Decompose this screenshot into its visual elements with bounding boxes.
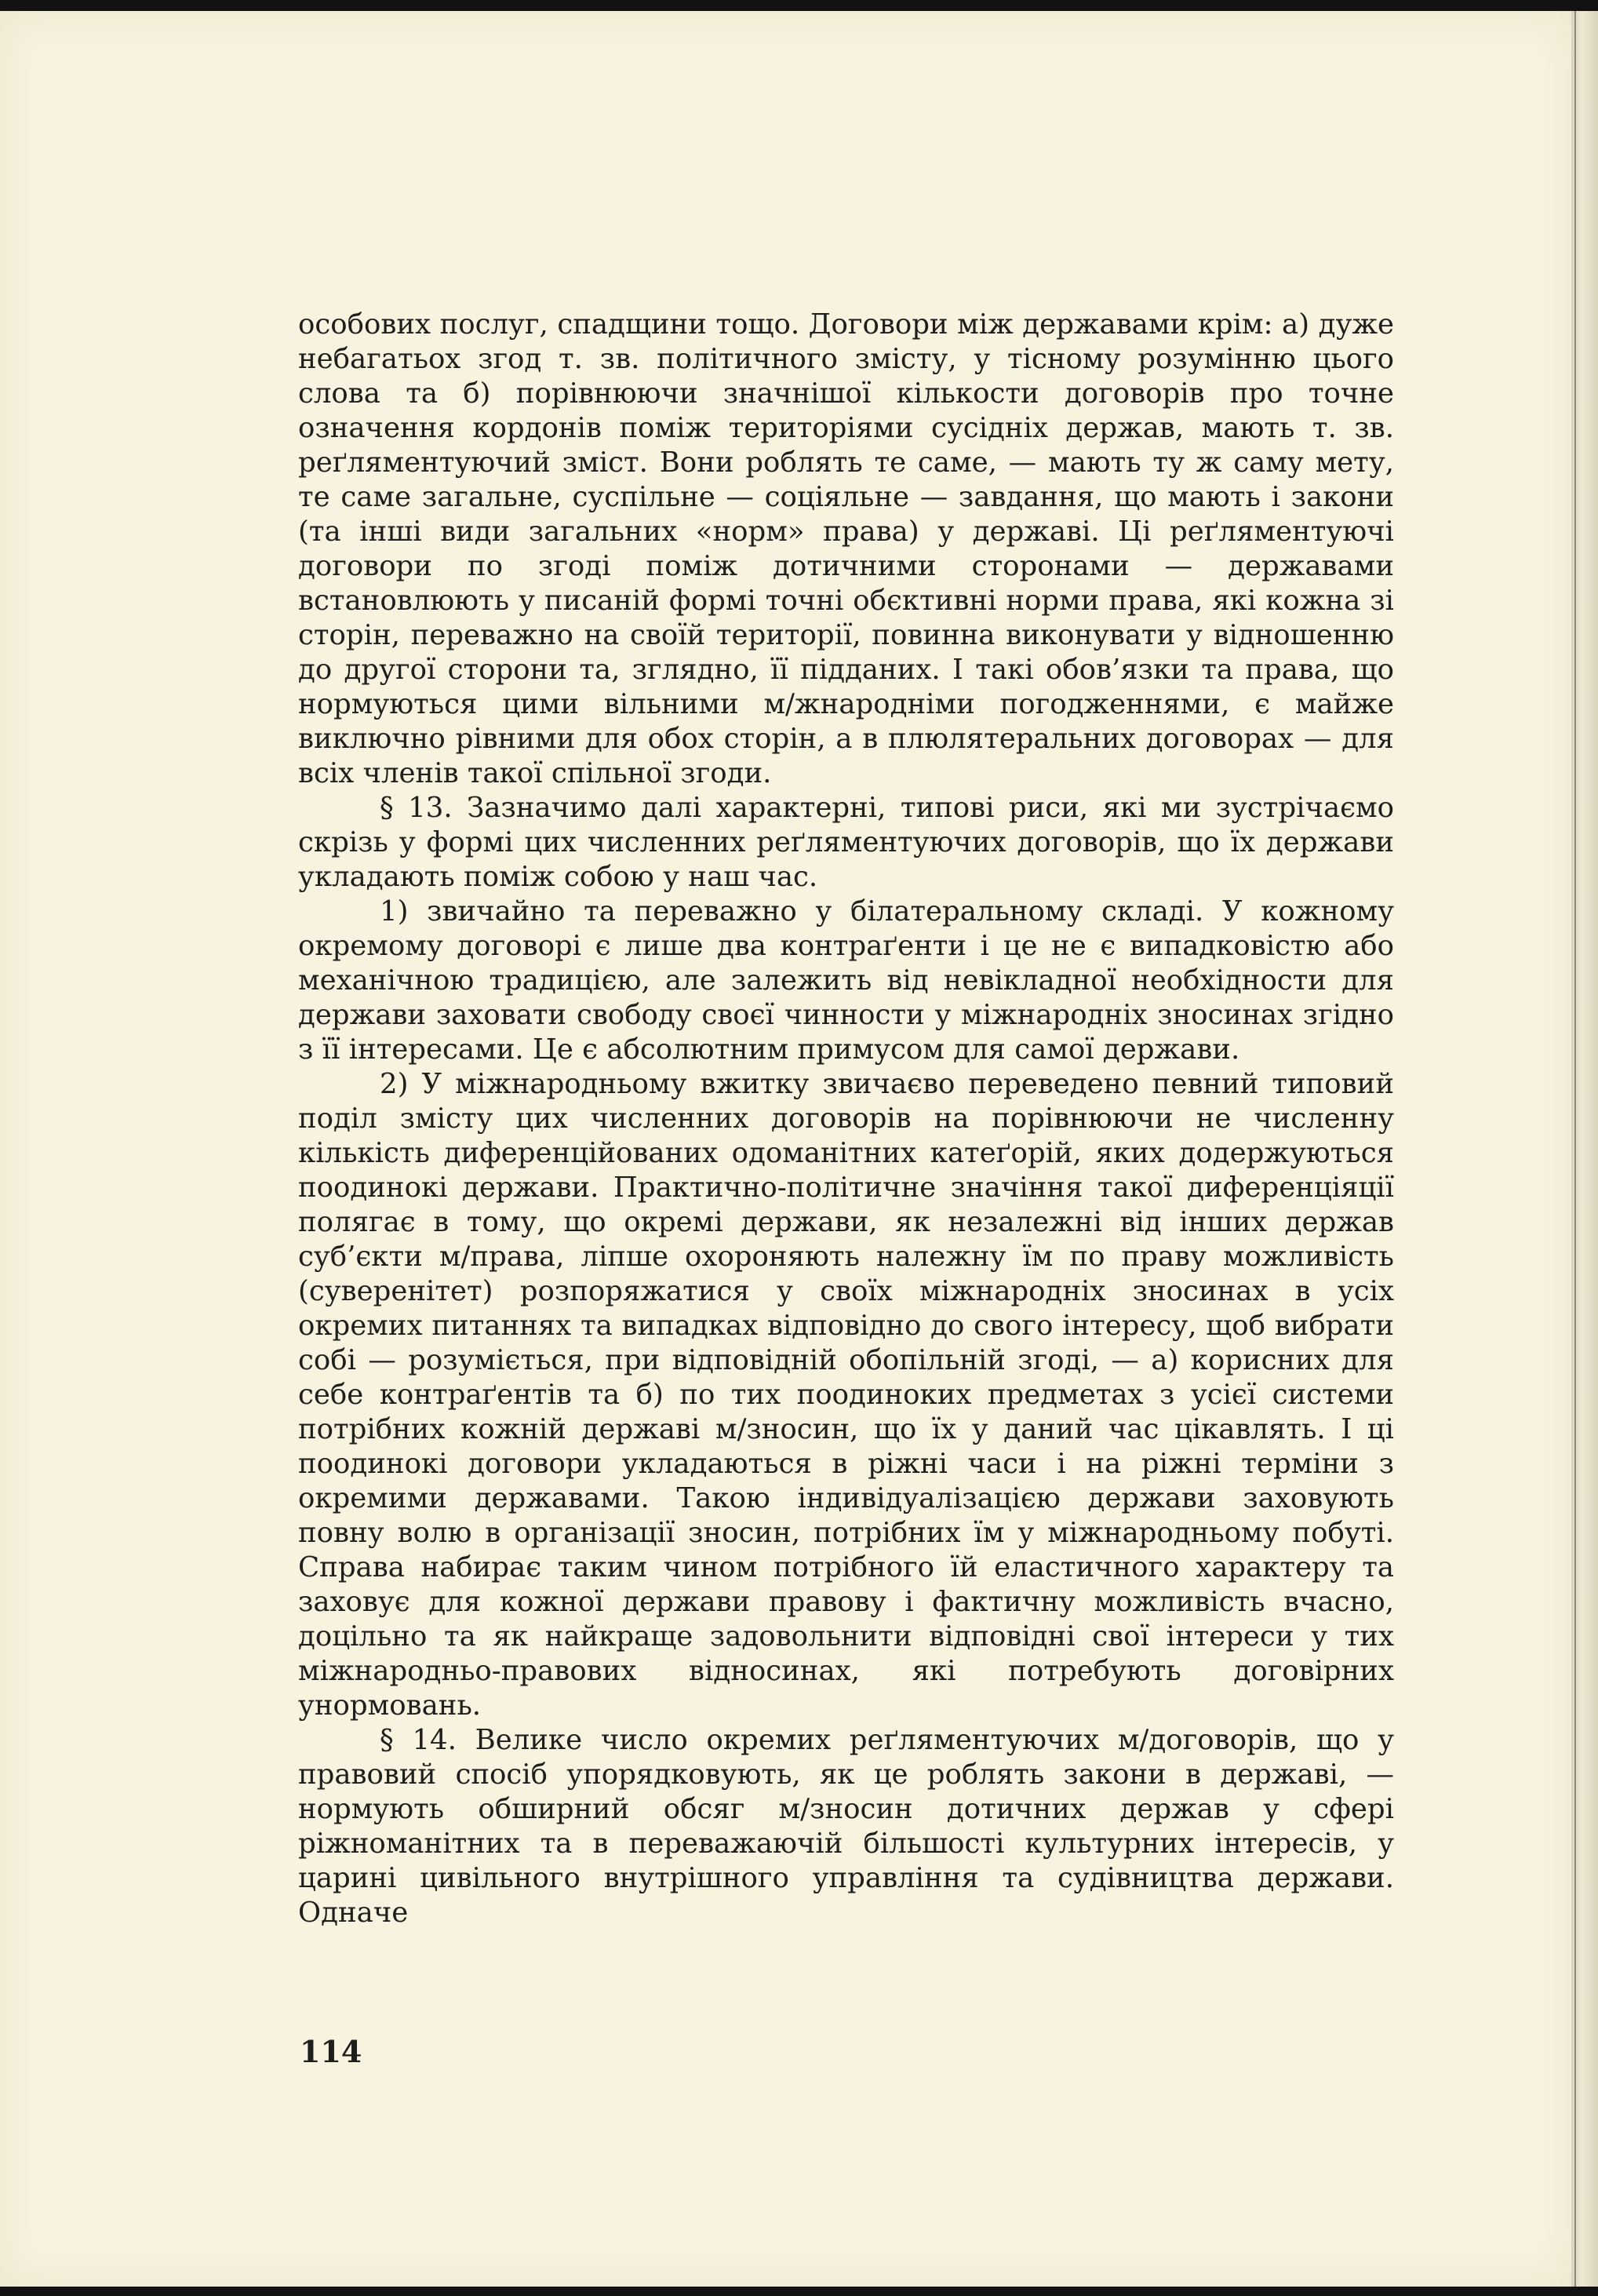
paragraph-1: особових послуг, спадщини тощо. Договори між державами крім: а) дуже небагатьох згод т. зв. політичного змісту, у тісному розумінню цього слова та б) порівнюючи значнішої кількости договорів про точне означення кордонів поміж територіями сусідніх держав, мають т. зв. реґляментуючий зміст. Вони роблять те саме, — мають ту ж саму мету, те саме загальне, суспільне — соціяльне — завдання, що мають і закони (та інші види загальних «норм» права) у державі. Ці реґляментуючі договори по згоді поміж дотичними сторонами — державами встановлюють у писаній формі точні обєктивні норми права, які кожна зі сторін, переважно на своїй території, повинна виконувати у відношенню до другої сторони та, зглядно, її підданих. І такі обов’язки та права, що нормуються цими вільними м/жнародніми погодженнями, є майже виключно рівними для обох сторін, а в плюлятеральних договорах — для всіх членів такої спільної згоди.: [298, 308, 1394, 789]
paragraph-section-13: § 13. Зазначимо далі характерні, типові риси, які ми зустрічаємо скрізь у формі цих численних реґляментуючих договорів, що їх держави укладають поміж собою у наш час.: [298, 792, 1394, 893]
paragraph-point-1: 1) звичайно та переважно у білатеральному складі. У кожному окремому договорі є лише два контраґенти і це не є випадковістю або механічною традицією, але залежить від невікладної необхідности для держави заховати свободу своєї чинности у міжнародніх зносинах згідно з її інтересами. Це є абсолютним примусом для самої держави.: [298, 895, 1394, 1066]
main-text: [298, 308, 1394, 1930]
book-spine-edge: [1571, 11, 1598, 2287]
page-number: 114: [300, 2034, 362, 2069]
book-page: [0, 11, 1571, 2287]
paragraph-point-2: 2) У міжнародньому вжитку звичаєво переведено певний типовий поділ змісту цих численних договорів на порівнюючи не численну кількість диференційованих одоманітних катеґорій, яких додержуються поодинокі держави. Практично-політичне значіння такої диференціяції полягає в тому, що окремі держави, як незалежні від інших держав суб’єкти м/права, ліпше охороняють належну їм по праву можливість (суверенітет) розпоряжатися у своїх міжнародніх зносинах в усіх окремих питаннях та випадках відповідно до свого інтересу, щоб вибрати собі — розуміється, при відповідній обопільній згоді, — а) корисних для себе контраґентів та б) по тих поодиноких предметах з усієї системи потрібних кожній державі м/зносин, що їх у даний час цікавлять. І ці поодинокі договори укладаються в ріжні часи і на ріжні терміни з окремими державами. Такою індивідуалізацією держави заховують повну волю в організації зносин, потрібних їм у міжнародньому побуті. Справа набирає таким чином потрібного їй еластичного характеру та заховує для кожної держави правову і фактичну можливість вчасно, доцільно та як найкраще задовольнити відповідні свої інтереси у тих міжнародньо-правових відносинах, які потребують договірних унормовань.: [298, 1068, 1394, 1722]
paragraph-section-14: § 14. Велике число окремих реґляментуючих м/договорів, що у правовий спосіб упорядковують, як це роблять закони в державі, — нормують обширний обсяг м/зносин дотичних держав у сфері ріжноманітних та в переважаючій більшості культурних інтересів, у царині цивільного внутрішного управління та судівництва держави. Одначе: [298, 1724, 1394, 1929]
